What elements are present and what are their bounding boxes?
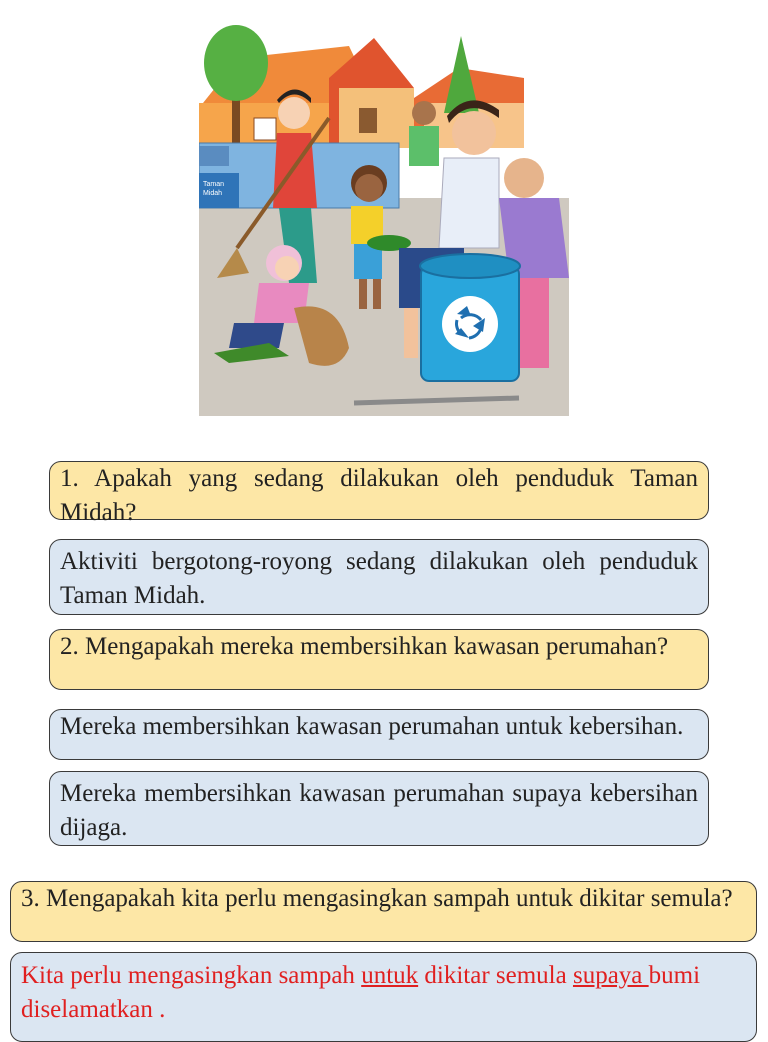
- question-2-box: [49, 629, 709, 690]
- answer-3-supaya: supaya: [572, 962, 649, 989]
- answer-2b-box: [49, 771, 709, 846]
- question-1-box: [49, 461, 709, 526]
- sign-text-1: Taman: [203, 181, 225, 188]
- question-3-text: 3. Mengapakah kita perlu mengasingkan sampah untuk dikitar semula?: [21, 885, 733, 912]
- answer-2a-text: Mereka membersihkan kawasan perumahan untuk kebersihan.: [60, 713, 684, 740]
- question-2-text: 2. Mengapakah mereka membersihkan kawasan perumahan?: [60, 633, 669, 660]
- recycle-icon: [442, 296, 498, 352]
- question-1-text: 1. Apakah yang sedang dilakukan oleh penduduk Taman Midah?: [60, 465, 698, 526]
- answer-2b-text: Mereka membersihkan kawasan perumahan supaya kebersihan dijaga.: [60, 780, 698, 841]
- question-3-box: [10, 881, 757, 942]
- answer-3-part3: bumi diselamatkan .: [21, 962, 701, 1023]
- answer-2a-box: [49, 709, 709, 760]
- answer-1-box: [49, 539, 709, 615]
- sign-text-2: Midah: [203, 190, 223, 197]
- community-cleanup-illustration: [199, 18, 569, 416]
- answer-3-box: [10, 952, 757, 1042]
- answer-3-part2: dikitar semula: [418, 962, 573, 989]
- answer-3-part1: Kita perlu mengasingkan sampah: [21, 962, 362, 989]
- answer-3-untuk: untuk: [361, 962, 419, 989]
- answer-1-text: Aktiviti bergotong-royong sedang dilakukan oleh penduduk Taman Midah.: [60, 548, 698, 609]
